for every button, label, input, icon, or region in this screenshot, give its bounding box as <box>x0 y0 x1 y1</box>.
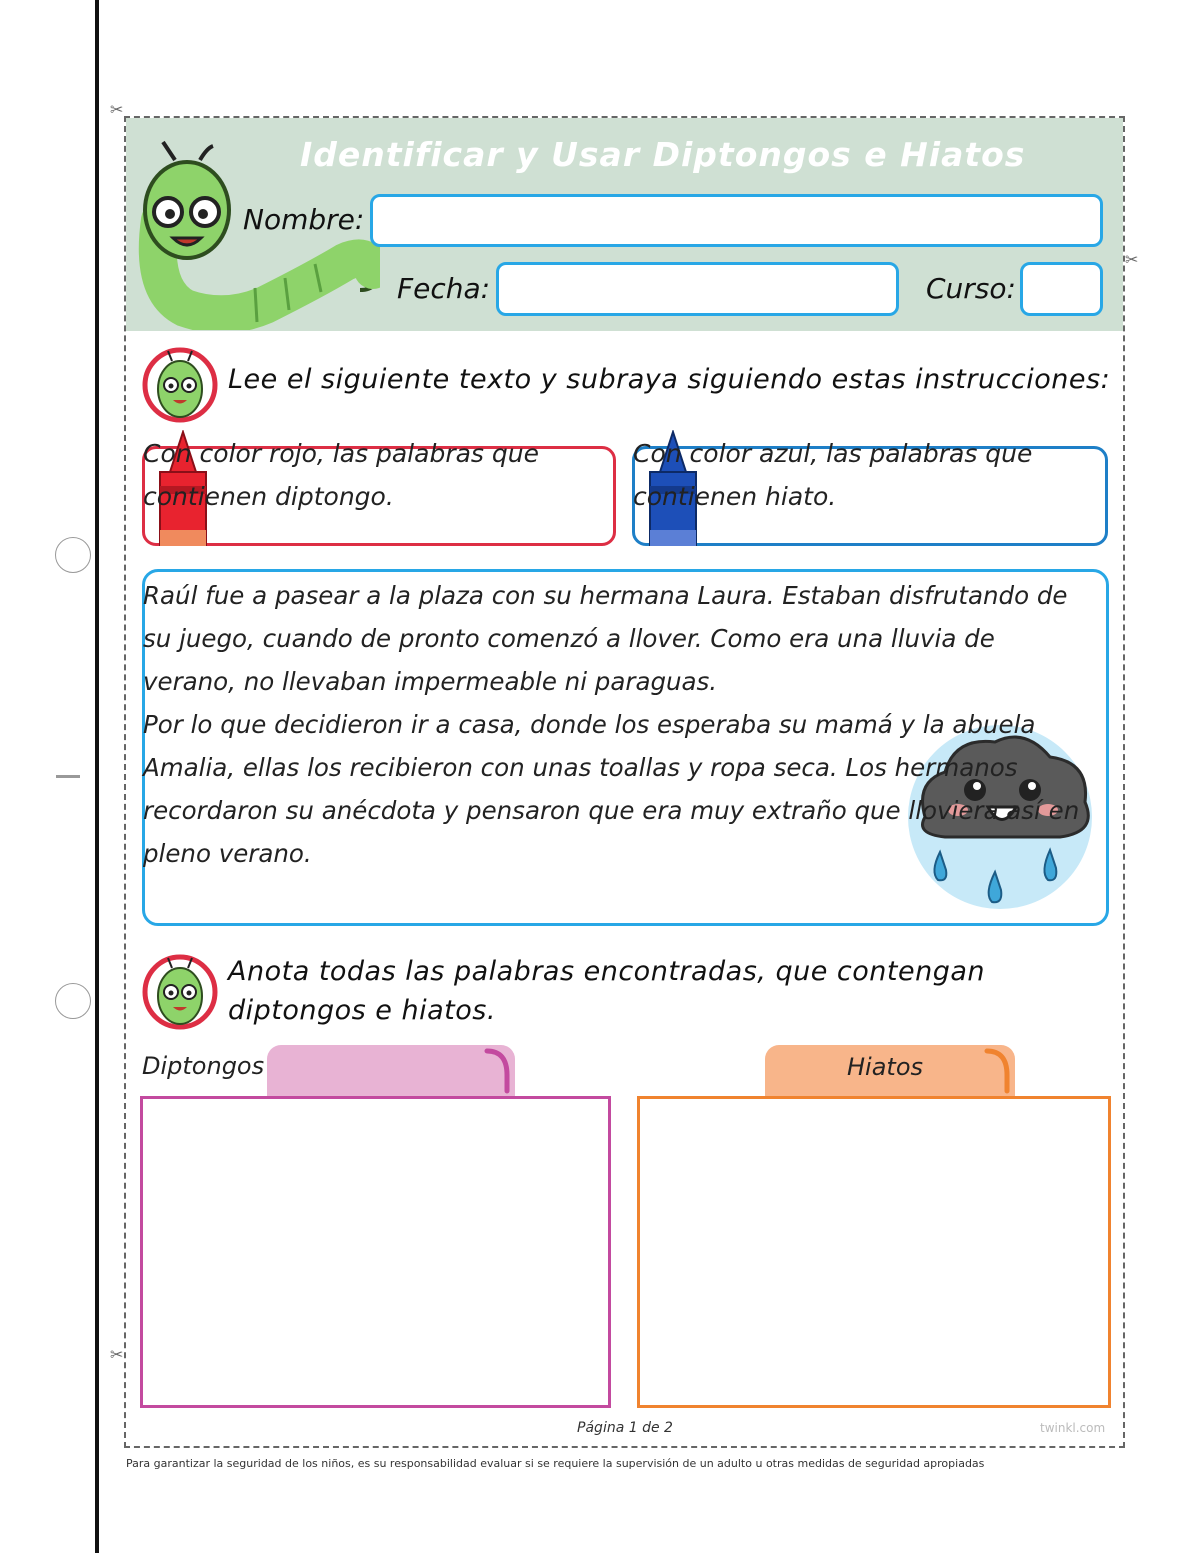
curso-field[interactable] <box>1020 262 1103 316</box>
story-line: recordaron su anécdota y pensaron que era muy extraño que lloviera así en <box>143 796 1080 825</box>
story-line: su juego, cuando de pronto comenzó a llover. Como era una lluvia de <box>143 624 995 653</box>
curso-label: Curso: <box>926 272 1016 305</box>
hiatos-answer-area[interactable] <box>637 1096 1111 1408</box>
instruction-2: Anota todas las palabras encontradas, que contengan diptongos e hiatos. <box>228 956 985 1026</box>
scissors-icon: ✂ <box>1125 250 1139 269</box>
nombre-label: Nombre: <box>243 203 365 236</box>
safety-disclaimer: Para garantizar la seguridad de los niños, es su responsabilidad evaluar si se requiere la supervisión de un adulto u otras medidas de seguridad apropiadas <box>126 1457 985 1470</box>
binder-margin-line <box>95 0 99 1553</box>
fecha-label: Fecha: <box>397 272 491 305</box>
page-number: Página 1 de 2 <box>577 1420 673 1436</box>
story-text <box>143 574 1103 875</box>
tab-corner-icon <box>475 1045 515 1097</box>
punch-hole-top <box>55 537 91 573</box>
tab-corner-icon <box>975 1045 1015 1097</box>
fecha-field[interactable] <box>496 262 899 316</box>
story-line: verano, no llevaban impermeable ni paraguas. <box>143 667 718 696</box>
story-line: Raúl fue a pasear a la plaza con su hermana Laura. Estaban disfrutando de <box>143 581 1068 610</box>
page-title: Identificar y Usar Diptongos e Hiatos <box>300 135 1026 174</box>
center-mark <box>56 775 80 778</box>
red-box-text: Con color rojo, las palabras que contienen diptongo. <box>143 439 539 511</box>
brand-logo: twinkl.com <box>1040 1421 1106 1435</box>
nombre-field[interactable] <box>370 194 1103 247</box>
hiatos-tab <box>765 1045 1015 1097</box>
story-line: pleno verano. <box>143 839 312 868</box>
hiatos-label: Hiatos <box>846 1053 924 1081</box>
diptongos-label: Diptongos <box>142 1052 265 1080</box>
story-line: Amalia, ellas los recibieron con unas toallas y ropa seca. Los hermanos <box>143 753 1018 782</box>
blue-box-text: Con color azul, las palabras que contienen hiato. <box>633 439 1033 511</box>
diptongos-tab <box>267 1045 515 1097</box>
story-line: Por lo que decidieron ir a casa, donde los esperaba su mamá y la abuela <box>143 710 1036 739</box>
instruction-1: Lee el siguiente texto y subraya siguiendo estas instrucciones: <box>228 364 1111 395</box>
scissors-icon: ✂ <box>110 100 124 119</box>
punch-hole-bottom <box>55 983 91 1019</box>
diptongos-answer-area[interactable] <box>140 1096 611 1408</box>
scissors-icon: ✂ <box>110 1345 124 1364</box>
worm-badge-icon <box>140 345 220 425</box>
worm-badge-icon <box>140 952 220 1032</box>
